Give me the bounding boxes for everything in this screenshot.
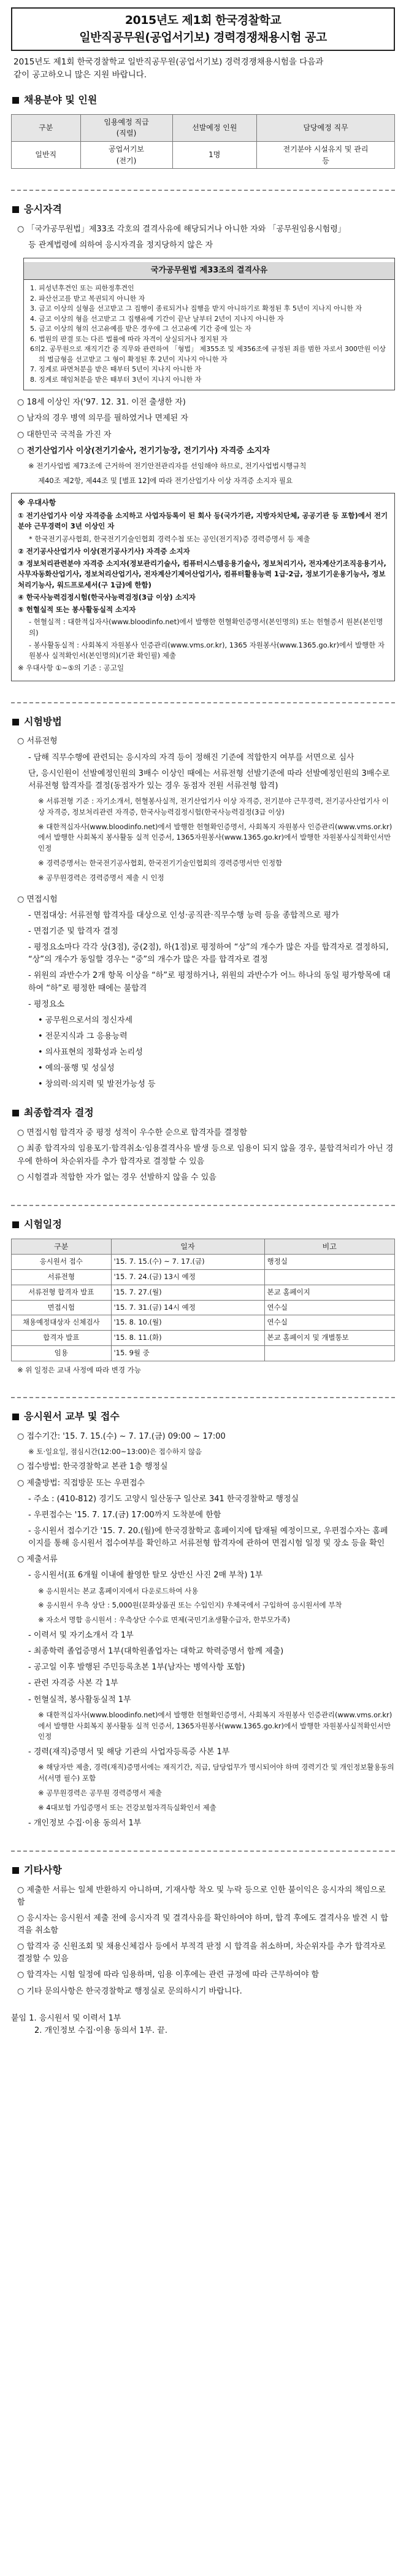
table-cell: '15. 7. 31.(금) 14시 예정 xyxy=(111,1300,264,1315)
list-item: ※ 응시원서 우측 상단 : 5,000원(문화상품권 또는 수입인지) 우체국에서 구입하여 응시원서에 부착 xyxy=(38,1601,342,1610)
list-item: ○ 합격자는 시험 일정에 따라 임용하며, 임용 이후에는 관련 규정에 따라 근무하여야 함 xyxy=(17,1970,320,1980)
list-item: ○ 접수기간: '15. 7. 15.(수) ~ 7. 17.(금) 09:00 ~ 17:00 xyxy=(17,1431,226,1441)
section-heading-application: 응시원서 교부 및 접수 xyxy=(11,1409,395,1425)
lead-line-1: 2015년도 제1회 한국경찰학교 일반직공무원(공업서기보) 경력경쟁채용시험을 다음과 xyxy=(13,57,324,68)
table-cell: 서류전형 합격자 발표 xyxy=(12,1285,112,1300)
list-item: ※ 응시원서는 본교 홈페이지에서 다운로드하여 사용 xyxy=(38,1586,199,1595)
table-cell: '15. 9월 중 xyxy=(111,1346,264,1361)
list-item: • 예의·품행 및 성실성 xyxy=(38,1064,115,1073)
section-heading-exam-method: 시험방법 xyxy=(11,714,395,730)
list-item: 6의2. 공무원으로 재직기간 중 직무와 관련하여 「형법」 제355조 및 제356조에 규정된 죄를 범한 자로서 300만원 이상의 벌금형을 선고받고 그 형이 확정된 후 2년이 지나지 아니한 자 xyxy=(30,345,386,363)
preference-box xyxy=(11,493,395,681)
table-row xyxy=(12,1346,395,1361)
list-item: ○ 최종 합격자의 임용포기·합격취소·임용결격사유 발생 등으로 임용이 되지 않을 경우, 불합격처리가 아닌 경우에 한하여 차순위자를 추가 합격자로 결정할 수 있음 xyxy=(17,1144,394,1166)
disqualification-title: 국가공무원법 제33조의 결격사유 xyxy=(24,262,394,280)
table-header-cell: 선발예정 인원 xyxy=(172,114,257,141)
table-row xyxy=(12,1270,395,1285)
table-header-cell: 담당예정 직무 xyxy=(257,114,395,141)
section-heading-final-decision: 최종합격자 결정 xyxy=(11,1105,395,1121)
list-item: • 공무원으로서의 정신자세 xyxy=(38,1015,133,1025)
list-item: • 의사표현의 정확성과 논리성 xyxy=(38,1048,143,1058)
list-item: 3. 금고 이상의 실형을 선고받고 그 집행이 종료되거나 집행을 받지 아니하기로 확정된 후 5년이 지나지 아니한 자 xyxy=(30,304,362,313)
table-cell: 합격자 발표 xyxy=(12,1331,112,1346)
license-note-2: 제40조 제2항, 제44조 및 [별표 12]에 따라 전기산업기사 이상 자격증 소지자 필요 xyxy=(38,476,293,485)
table-cell xyxy=(264,1346,395,1361)
lead-line-2: 같이 공고하오니 많은 지원 바랍니다. xyxy=(13,70,147,80)
list-item: ※ 4대보험 가입증명서 또는 건강보험자격득실확인서 제출 xyxy=(38,1803,216,1812)
schedule-table xyxy=(11,1239,395,1361)
attachments xyxy=(11,2013,395,2037)
list-item: 4. 금고 이상의 형을 선고받고 그 집행유예 기간이 끝난 날부터 2년이 지나지 아니한 자 xyxy=(30,314,284,323)
section-heading-schedule: 시험일정 xyxy=(11,1217,395,1232)
table-cell: 임용 xyxy=(12,1346,112,1361)
list-item: ※ 공무원경력은 공무원 경력증명서 제출 xyxy=(38,1788,162,1797)
table-row xyxy=(12,141,395,168)
list-item: - 개인정보 수집·이용 동의서 1부 xyxy=(28,1818,142,1828)
list-item: ○ 시험결과 적합한 자가 없는 경우 선발하지 않을 수 있음 xyxy=(17,1172,216,1182)
list-item: 8. 징계로 해임처분을 받은 때부터 3년이 지나지 아니한 자 xyxy=(30,375,202,384)
table-cell: 서류전형 xyxy=(12,1270,112,1285)
attachment-label: 붙임 xyxy=(11,2013,27,2023)
document-screening-heading: ○ 서류전형 xyxy=(17,737,58,746)
section-divider xyxy=(11,190,395,191)
list-item: - 이력서 및 자기소개서 각 1부 xyxy=(28,1631,134,1641)
table-cell: 1명 xyxy=(172,141,257,168)
table-cell: 본교 홈페이지 xyxy=(264,1285,395,1300)
document-screening-text: 단, 응시인원이 선발예정인원의 3배수 이상인 때에는 서류전형 선발기준에 따라 선발예정인원의 3배수로 서류전형 합격자를 결정(동점자가 있는 경우 동점자 전원 서류전형 합격) xyxy=(28,768,390,791)
table-header-row xyxy=(12,1239,395,1255)
list-item: ○ 제출서류 xyxy=(17,1555,58,1565)
list-item: 5. 금고 이상의 형의 선고유예를 받은 경우에 그 선고유예 기간 중에 있는 자 xyxy=(30,325,251,333)
list-item: ○ 제출방법: 직접방문 또는 우편접수 xyxy=(17,1478,145,1488)
table-header-cell: 일자 xyxy=(111,1239,264,1255)
document-screening-note: ※ 서류전형 기준 : 자기소개서, 헌혈봉사실적, 전기산업기사 이상 자격증, 전기분야 근무경력, 전기공사산업기사 이상 자격증, 정보처리관련 자격증, 한국사능력검정시험(한국사능력검정(3급 이상) xyxy=(38,796,389,816)
list-item: ② 전기공사산업기사 이상(전기공사기사) 자격증 소지자 xyxy=(18,546,190,555)
table-cell: 공업서기보 (전기) xyxy=(80,141,172,168)
list-item: ※ 토·일요일, 점심시간(12:00~13:00)은 접수하지 않음 xyxy=(28,1447,202,1456)
license-note-1: ※ 전기사업법 제73조에 근거하여 전기안전관리자를 선임해야 하므로, 전기사업법시행규칙 xyxy=(28,461,307,470)
document-screening-text: - 담해 직무수행에 관련되는 응시자의 자격 등이 정해진 기준에 적합한지 여부를 서면으로 심사 xyxy=(28,752,354,762)
interview-text: - 위원의 과반수가 2개 항목 이상을 “하”로 평정하거나, 위원의 과반수가 어느 하나의 동일 평가항목에 대하여 “하”로 평정한 때에는 불합격 xyxy=(28,971,391,993)
table-header-cell: 구분 xyxy=(12,114,81,141)
attachment-item: 1. 응시원서 및 이력서 1부 xyxy=(29,2013,121,2023)
list-item: - 최종학력 졸업증명서 1부(대학원졸업자는 대학교 학력증명서 함께 제출) xyxy=(28,1647,284,1657)
section-divider xyxy=(11,702,395,703)
list-item: ④ 한국사능력검정시험(한국사능력검정(3급 이상) 소지자 xyxy=(18,592,196,601)
title-line-2: 일반직공무원(공업서기보) 경력경쟁채용시험 공고 xyxy=(79,30,327,44)
table-cell: '15. 7. 24.(금) 13시 예정 xyxy=(111,1270,264,1285)
age-requirement: ○ 18세 이상인 자('97. 12. 31. 이전 출생한 자) xyxy=(17,398,186,408)
list-item: 7. 징계로 파면처분을 받은 때부터 5년이 지나지 아니한 자 xyxy=(30,365,202,374)
title-box xyxy=(11,7,395,51)
list-item: ※ 우대사항 ①~⑤의 기준 : 공고일 xyxy=(18,663,124,673)
table-cell xyxy=(264,1270,395,1285)
list-item: ○ 응시자는 응시원서 제출 전에 응시자격 및 결격사유를 확인하여야 하며, 합격 후에도 결격사유 발견 시 합격을 취소함 xyxy=(17,1913,388,1935)
section-divider xyxy=(11,1851,395,1852)
table-cell: 본교 홈페이지 및 개별통보 xyxy=(264,1331,395,1346)
title-line-1: 2015년도 제1회 한국경찰학교 xyxy=(124,14,282,27)
list-item: - 응시원서(표 6개월 이내에 촬영한 탈모 상반신 사진 2매 부착) 1부 xyxy=(28,1571,263,1580)
section-heading-recruitment: 채용분야 및 인원 xyxy=(11,93,395,108)
list-item: ① 전기산업기사 이상 자격증을 소지하고 사업자등록이 된 회사 등(국가기관, 지방자치단체, 공공기관 등 포함)에서 전기 분야 근무경력이 3년 이상인 자 xyxy=(18,511,388,531)
table-header-row xyxy=(12,114,395,141)
list-item: 1. 피성년후견인 또는 피한정후견인 xyxy=(30,284,134,293)
square-bullet-icon xyxy=(12,1221,19,1228)
list-item: ⑤ 헌혈실적 또는 봉사활동실적 소지자 xyxy=(18,605,136,614)
square-bullet-icon xyxy=(12,719,19,725)
table-header-cell: 구분 xyxy=(12,1239,112,1255)
list-item: - 헌혈실적 : 대한적십자사(www.bloodinfo.net)에서 발행한 헌혈확인증명서(본인명의) 또는 헌혈증서 원본(본인명의) xyxy=(29,617,383,637)
table-cell: 연수실 xyxy=(264,1300,395,1315)
preference-heading: ※ 우대사항 xyxy=(18,498,56,507)
table-row xyxy=(12,1255,395,1270)
section-heading-qualification: 응시자격 xyxy=(11,202,395,217)
interview-text: - 면접기준 및 합격자 결정 xyxy=(28,926,118,936)
list-item: - 응시원서 접수기간 '15. 7. 20.(월)에 한국경찰학교 홈페이지에 탑재될 예정이므로, 우편접수자는 홈페이지를 통해 응시원서 접수여부를 확인하고 서류전형 합격자에 관하여 면접시험 일정 및 장소 등을 확인 xyxy=(28,1526,388,1549)
list-item: - 경력(재직)증명서 및 해당 기관의 사업자등록증 사본 1부 xyxy=(28,1747,230,1757)
attachment-item: 2. 개인정보 수집·이용 동의서 1부. 끝. xyxy=(34,2025,167,2035)
list-item: ○ 제출한 서류는 일체 반환하지 아니하며, 기재사항 착오 및 누락 등으로 인한 불이익은 응시자의 책임으로 함 xyxy=(17,1885,386,1907)
interview-text: - 평정요소 xyxy=(28,999,65,1009)
table-cell: '15. 8. 10.(월) xyxy=(111,1315,264,1331)
table-header-cell: 임용예정 직급 (직렬) xyxy=(80,114,172,141)
section-heading-other: 기타사항 xyxy=(11,1863,395,1878)
interview-text: - 평정요소마다 각각 상(3점), 중(2점), 하(1점)로 평정하여 “상”의 개수가 많은 자를 합격자로 결정하되, “상”의 개수가 동일할 경우는 “중”의 개수가 많은 자를 합격자로 결정 xyxy=(28,943,389,965)
interview-heading: ○ 면접시험 xyxy=(17,894,58,904)
license-requirement: ○ 전기산업기사 이상(전기기술사, 전기기능장, 전기기사) 자격증 소지자 xyxy=(17,446,270,455)
section-divider xyxy=(11,1397,395,1398)
table-row xyxy=(12,1285,395,1300)
qualification-intro: ○ 「국가공무원법」제33조 각호의 결격사유에 해당되거나 아니한 자와 「공무원임용시험령」 xyxy=(17,224,346,234)
square-bullet-icon xyxy=(12,97,19,104)
list-item: ○ 면접시험 합격자 중 평정 성적이 우수한 순으로 합격자를 결정함 xyxy=(17,1128,248,1138)
list-item: 2. 파산선고를 받고 복권되지 아니한 자 xyxy=(30,294,145,303)
square-bullet-icon xyxy=(12,1110,19,1116)
table-cell: 연수실 xyxy=(264,1315,395,1331)
list-item: 6. 법원의 판결 또는 다른 법률에 따라 자격이 상실되거나 정지된 자 xyxy=(30,335,228,343)
table-cell: 채용예정대상자 신체검사 xyxy=(12,1315,112,1331)
list-item: ○ 접수방법: 한국경찰학교 본관 1층 행정실 xyxy=(17,1462,168,1472)
square-bullet-icon xyxy=(12,206,19,213)
list-item: - 봉사활동실적 : 사회복지 자원봉사 인증관리(www.vms.or.kr), 1365 자원봉사(www.1365.go.kr)에서 발행한 자원봉사 실적확인서(본인명의)(기관 확인필) 제출 xyxy=(29,640,385,660)
list-item: - 우편접수는 '15. 7. 17.(금) 17:00까지 도착분에 한함 xyxy=(28,1510,221,1520)
table-row xyxy=(12,1315,395,1331)
table-cell: 응시원서 접수 xyxy=(12,1255,112,1270)
document-screening-note: ※ 대한적십자사(www.bloodinfo.net)에서 발행한 헌혈확인증명서, 사회복지 자원봉사 인증관리(www.vms.or.kr)에서 발행한 사회복지 봉사활동 실적 인증서, 1365자원봉사(www.1365.go.kr)에서 발행한 자원봉사실적확인서만 인정 xyxy=(38,822,393,853)
recruitment-table xyxy=(11,114,395,169)
table-cell: 일반직 xyxy=(12,141,81,168)
list-item: ③ 정보처리관련분야 자격증 소지자(정보관리기술사, 컴퓨터시스템응용기술사, 정보처리기사, 전자계산기조직응용기사, 사무자동화산업기사, 정보처리산업기사, 전자계산기제어산업기사, 컴퓨터활용능력 1급·2급, 정보기기운용기능사, 정보처리기능사, 워드프로세서(구 1급)에 한함) xyxy=(18,559,386,589)
list-item: * 한국전기공사협회, 한국전기기술인협회 경력수첩 또는 공인(전기직)증 경력증명서 등 제출 xyxy=(29,534,310,543)
document-screening-note: ※ 공무원경력은 경력증명서 제출 시 인정 xyxy=(38,873,164,882)
table-header-cell: 비고 xyxy=(264,1239,395,1255)
list-item: • 창의력·의지력 및 발전가능성 등 xyxy=(38,1080,156,1089)
table-cell: '15. 8. 11.(화) xyxy=(111,1331,264,1346)
nationality-requirement: ○ 대한민국 국적을 가진 자 xyxy=(17,430,112,439)
attachment-line-1 xyxy=(11,2013,395,2025)
list-item: - 헌혈실적, 봉사활동실적 1부 xyxy=(28,1695,131,1704)
table-cell: 면접시험 xyxy=(12,1300,112,1315)
list-item: • 전문지식과 그 응용능력 xyxy=(38,1031,128,1041)
list-item: - 관련 자격증 사본 각 1부 xyxy=(28,1679,118,1688)
list-item: - 주소 : (410-812) 경기도 고양시 일산동구 일산로 341 한국경찰학교 행정실 xyxy=(28,1494,299,1504)
table-row xyxy=(12,1300,395,1315)
disqualification-box xyxy=(23,258,395,390)
list-item: ※ 해당자만 제출, 경력(재직)증명서에는 재직기간, 직급, 담당업무가 명시되어야 하며 경력기간 및 개인정보활용동의서(서명 필수) 포함 xyxy=(38,1763,394,1783)
lead-paragraph xyxy=(11,56,395,82)
interview-text: - 면접대상: 서류전형 합격자를 대상으로 인성·공직관·직무수행 능력 등을 종합적으로 평가 xyxy=(28,910,339,920)
table-cell: '15. 7. 15.(수) ~ 7. 17.(금) xyxy=(111,1255,264,1270)
list-item: ○ 기타 문의사항은 한국경찰학교 행정실로 문의하시기 바랍니다. xyxy=(17,1986,242,1996)
qualification-intro-2: 등 관계법령에 의하여 응시자격을 정지당하지 않은 자 xyxy=(28,241,213,250)
schedule-note: ※ 위 일정은 교내 사정에 따라 변경 가능 xyxy=(17,1365,141,1374)
table-cell: 행정실 xyxy=(264,1255,395,1270)
square-bullet-icon xyxy=(12,1414,19,1420)
list-item: ※ 자소서 명함 응시원서 : 우측상단 수수료 면제(국민기초생활수급자, 한부모가족) xyxy=(38,1615,290,1625)
list-item: - 공고일 이후 발행된 주민등록초본 1부(남자는 병역사항 포함) xyxy=(28,1663,245,1673)
list-item: ○ 합격자 중 신원조회 및 채용신체검사 등에서 부적격 판정 시 합격을 취소하며, 차순위자를 추가 합격자로 결정할 수 있음 xyxy=(17,1942,386,1964)
table-cell: 전기분야 시설유지 및 관리 등 xyxy=(257,141,395,168)
military-requirement: ○ 남자의 경우 병역 의무를 필하였거나 면제된 자 xyxy=(17,414,188,424)
section-divider xyxy=(11,1205,395,1206)
table-row xyxy=(12,1331,395,1346)
document-screening-note: ※ 경력증명서는 한국전기공사협회, 한국전기기술인협회의 경력증명서만 인정함 xyxy=(38,859,283,868)
table-cell: '15. 7. 27.(월) xyxy=(111,1285,264,1300)
square-bullet-icon xyxy=(12,1867,19,1874)
list-item: ※ 대한적십자사(www.bloodinfo.net)에서 발행한 헌혈확인증명서, 사회복지 자원봉사 인증관리(www.vms.or.kr)에서 발행한 사회복지 봉사활동 실적 인증서, 1365자원봉사(www.1365.go.kr)에서 발행한 자원봉사실적확인서만 인정 xyxy=(38,1710,393,1741)
